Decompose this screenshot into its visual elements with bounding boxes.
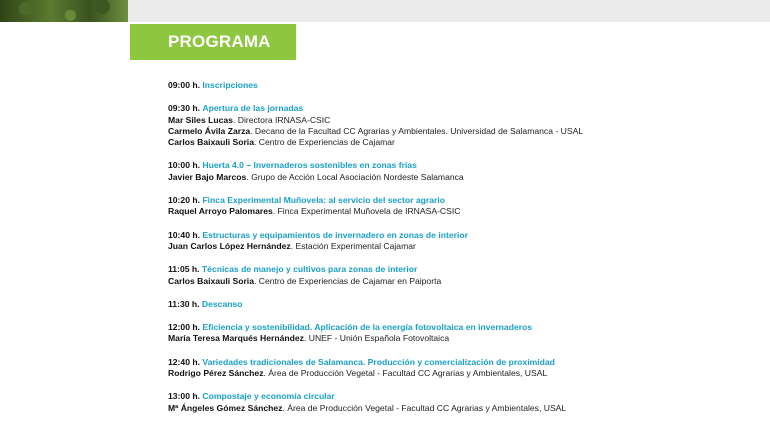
- session-time: 10:20 h.: [168, 195, 201, 206]
- session-title: Estructuras y equipamientos de invernadero en zonas de interior: [202, 229, 468, 240]
- speaker-line: [168, 333, 758, 344]
- speaker-name: Javier Bajo Marcos: [168, 171, 247, 182]
- speaker-affiliation: . Decano de la Facultad CC Agrarias y Ambientales. Universidad de Salamanca - USAL: [250, 125, 584, 136]
- speaker-line: [168, 115, 758, 126]
- session-heading: [168, 299, 758, 310]
- session-title: Descanso: [201, 298, 243, 309]
- speaker-name: Juan Carlos López Hernández: [168, 240, 291, 251]
- speaker-name: Carlos Baixauli Soria: [168, 275, 254, 286]
- speaker-affiliation: . Centro de Experiencias de Cajamar: [253, 137, 395, 148]
- speaker-affiliation: . Directora IRNASA-CSIC: [232, 114, 331, 125]
- program-session: [168, 195, 758, 218]
- program-session: [168, 299, 758, 310]
- speaker-line: [168, 241, 758, 252]
- program-session: [168, 264, 758, 287]
- speaker-affiliation: . Finca Experimental Muñovela de IRNASA-CSIC: [272, 206, 461, 217]
- session-time: 12:00 h.: [168, 322, 201, 333]
- session-title: Compostaje y economía circular: [202, 391, 335, 402]
- session-time: 11:30 h.: [168, 298, 200, 309]
- session-heading: [168, 322, 758, 333]
- program-session: [168, 391, 758, 414]
- session-heading: [168, 391, 758, 402]
- speaker-line: [168, 206, 758, 217]
- session-title: Huerta 4.0 – Invernaderos sostenibles en zonas frías: [202, 160, 417, 171]
- program-session: [168, 230, 758, 253]
- session-time: 09:00 h.: [168, 80, 201, 90]
- speaker-affiliation: . Centro de Experiencias de Cajamar en Paiporta: [253, 275, 442, 286]
- program-list: [168, 80, 758, 426]
- session-title: Técnicas de manejo y cultivos para zonas de interior: [201, 264, 418, 275]
- session-title: Variedades tradicionales de Salamanca. Producción y comercialización de proximidad: [202, 356, 555, 367]
- speaker-line: [168, 276, 758, 287]
- session-time: 09:30 h.: [168, 103, 201, 114]
- session-heading: [168, 264, 758, 275]
- speaker-name: Raquel Arroyo Palomares: [168, 206, 273, 217]
- session-heading: [168, 80, 758, 91]
- speaker-name: Mar Siles Lucas: [168, 114, 233, 125]
- speaker-affiliation: . Grupo de Acción Local Asociación Nordeste Salamanca: [246, 171, 464, 182]
- session-title: Eficiencia y sostenibilidad. Aplicación de la energía fotovoltaica en invernaderos: [202, 322, 533, 333]
- speaker-affiliation: . Área de Producción Vegetal - Facultad CC Agrarias y Ambientales, USAL: [282, 402, 567, 413]
- session-heading: [168, 230, 758, 241]
- speaker-line: [168, 172, 758, 183]
- program-session: [168, 160, 758, 183]
- program-session: [168, 357, 758, 380]
- section-header: [130, 24, 296, 60]
- session-time: 12:40 h.: [168, 356, 201, 367]
- session-heading: [168, 160, 758, 171]
- session-heading: [168, 195, 758, 206]
- session-title: Finca Experimental Muñovela: al servicio del sector agrario: [202, 195, 446, 206]
- session-time: 11:05 h.: [168, 264, 200, 275]
- session-time: 10:00 h.: [168, 160, 201, 171]
- speaker-affiliation: . UNEF - Unión Española Fotovoltaica: [303, 333, 450, 344]
- speaker-line: [168, 137, 758, 148]
- session-heading: [168, 357, 758, 368]
- speaker-affiliation: . Área de Producción Vegetal - Facultad CC Agrarias y Ambientales, USAL: [263, 368, 548, 379]
- speaker-name: María Teresa Marqués Hernández: [168, 333, 304, 344]
- speaker-line: [168, 126, 758, 137]
- speaker-name: Carlos Baixauli Soria: [168, 137, 254, 148]
- program-session: [168, 103, 758, 148]
- session-title: Inscripciones: [202, 80, 258, 90]
- section-title: PROGRAMA: [168, 32, 271, 51]
- speaker-line: [168, 368, 758, 379]
- speaker-name: Rodrigo Pérez Sánchez: [168, 368, 264, 379]
- session-time: 10:40 h.: [168, 229, 201, 240]
- speaker-name: Mª Ángeles Gómez Sánchez: [168, 402, 283, 413]
- speaker-line: [168, 403, 758, 414]
- session-title: Apertura de las jornadas: [202, 103, 304, 114]
- session-time: 13:00 h.: [168, 391, 201, 402]
- vegetation-photo: [0, 0, 128, 22]
- speaker-affiliation: . Estación Experimental Cajamar: [290, 240, 416, 251]
- session-heading: [168, 103, 758, 114]
- program-session: [168, 80, 758, 91]
- speaker-name: Carmelo Ávila Zarza: [168, 125, 251, 136]
- program-session: [168, 322, 758, 345]
